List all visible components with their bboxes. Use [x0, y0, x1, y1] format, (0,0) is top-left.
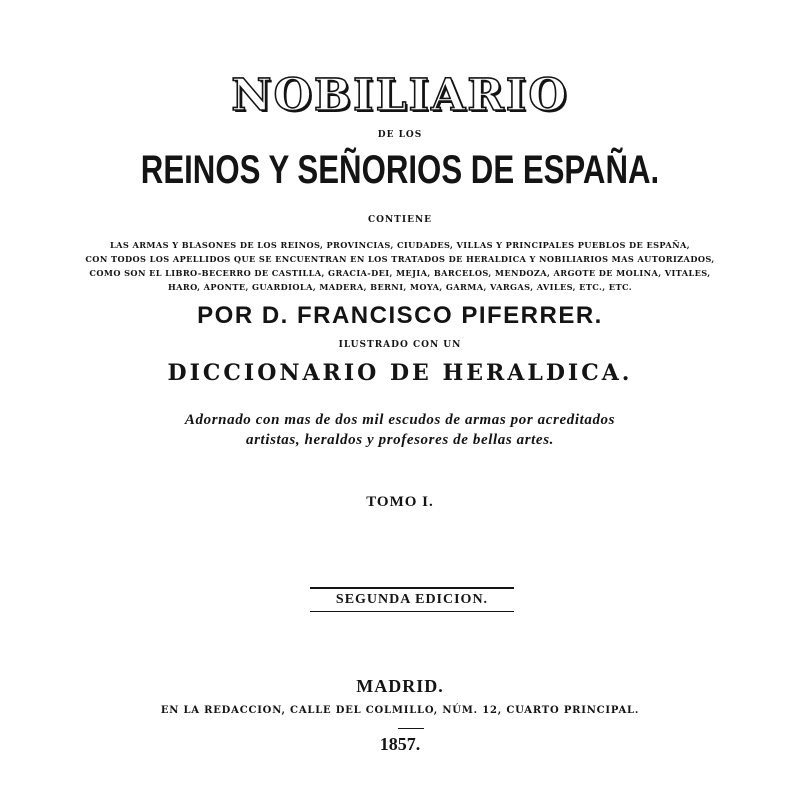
contiene-label: CONTIENE	[367, 215, 433, 225]
edition-rule-top	[310, 587, 514, 589]
diccionario-title: DICCIONARIO DE HERALDICA.	[167, 360, 633, 386]
imprint-address: EN LA REDACCION, CALLE DEL COLMILLO, NÚM. 12, CUARTO PRINCIPAL.	[160, 705, 640, 716]
imprint-city: MADRID.	[356, 676, 444, 696]
title-connector: DE LOS	[377, 130, 423, 140]
author-line: POR D. FRANCISCO PIFERRER.	[197, 302, 603, 329]
ilustrado-label: ILUSTRADO CON UN	[338, 340, 462, 350]
adornado-line: Adornado con mas de dos mil escudos de armas por acreditados	[184, 412, 616, 428]
edition-rule-bottom	[310, 611, 514, 612]
edition-label: SEGUNDA EDICION.	[335, 592, 489, 607]
description-line: CON TODOS LOS APELLIDOS QUE SE ENCUENTRAN EN LOS TRATADOS DE HERALDICA Y NOBILIARIOS MAS AUTORIZADOS,	[85, 254, 715, 264]
imprint-divider	[398, 728, 424, 729]
book-title: NOBILIARIO	[231, 70, 569, 121]
description-line: COMO SON EL LIBRO-BECERRO DE CASTILLA, GRACIA-DEI, MEJIA, BARCELOS, MENDOZA, ARGOTE DE MOLINA, VITALES,	[89, 268, 711, 278]
edition-box	[310, 587, 514, 613]
description-line: LAS ARMAS Y BLASONES DE LOS REINOS, PROVINCIAS, CIUDADES, VILLAS Y PRINCIPALES PUEBLOS DE ESPAÑA,	[109, 240, 690, 250]
book-subtitle: REINOS Y SEÑORIOS DE ESPAÑA.	[140, 148, 660, 192]
description-line: HARO, APONTE, GUARDIOLA, MADERA, BERNI, MOYA, GARMA, VARGAS, AVILES, ETC., ETC.	[168, 282, 632, 292]
adornado-line: artistas, heraldos y profesores de bellas artes.	[246, 432, 554, 448]
volume-label: TOMO I.	[366, 494, 434, 510]
imprint-year: 1857.	[379, 734, 421, 754]
